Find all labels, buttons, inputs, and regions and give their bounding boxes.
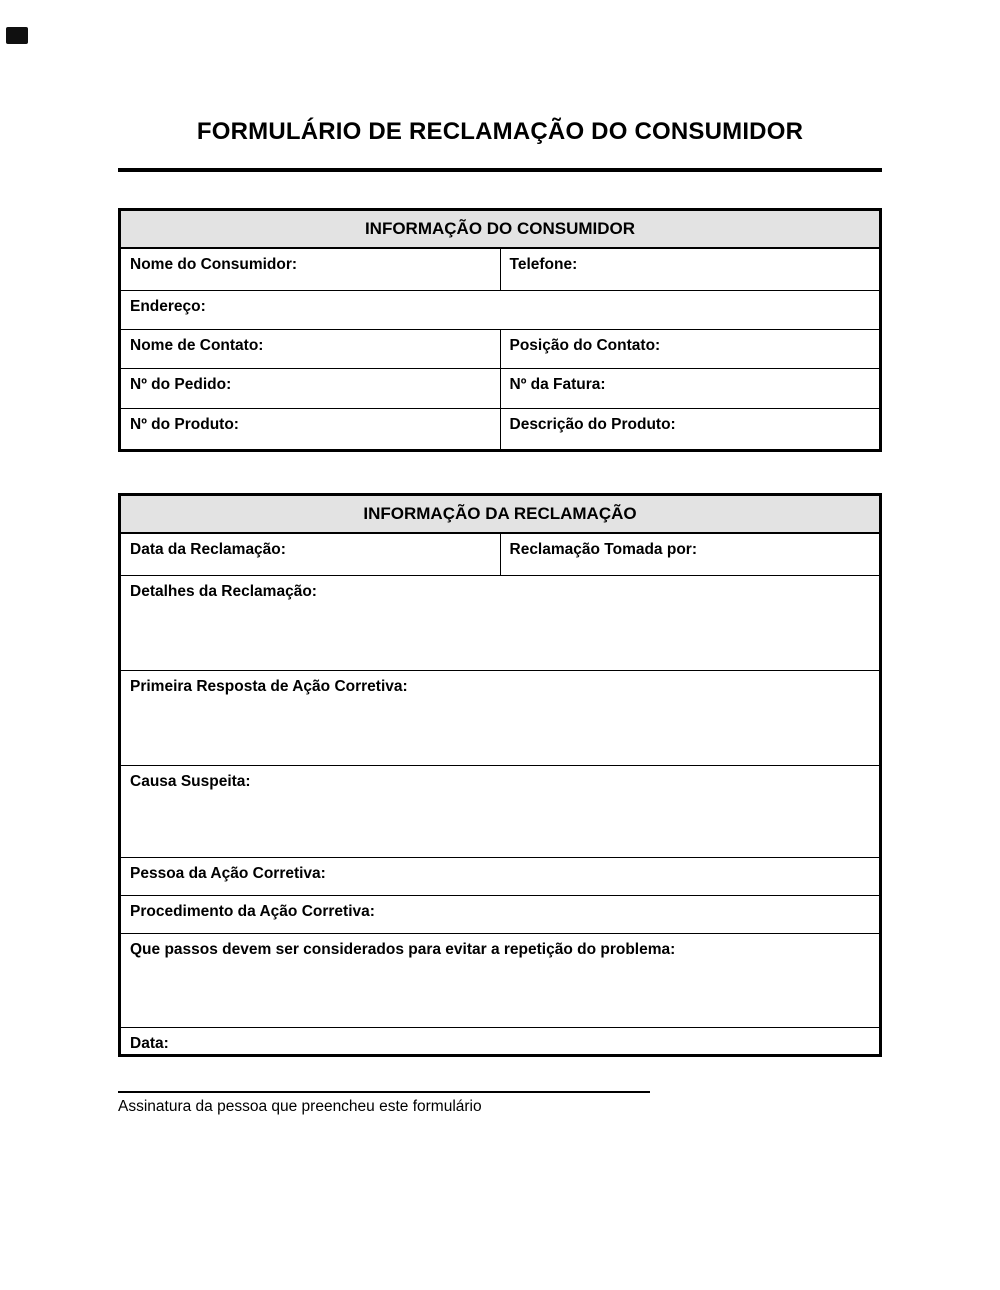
product-description-label: Descrição do Produto: [509,415,676,433]
table-row [121,409,879,449]
field-address [121,291,879,329]
first-corrective-response-label: Primeira Resposta de Ação Corretiva: [130,677,408,695]
field-prevention-steps [121,934,879,1027]
field-corrective-action-procedure [121,896,879,933]
table-row [121,534,879,576]
field-contact-position [500,330,880,368]
table-row [121,858,879,896]
invoice-number-label: Nº da Fatura: [509,375,606,393]
table-row [121,1028,879,1054]
consumer-name-label: Nome do Consumidor: [130,255,298,273]
field-order-number [121,369,500,408]
field-consumer-name [121,249,500,290]
table-row [121,934,879,1028]
product-number-label: Nº do Produto: [130,415,239,433]
table-row [121,766,879,858]
consumer-info-header-label: INFORMAÇÃO DO CONSUMIDOR [364,218,636,238]
suspected-cause-label: Causa Suspeita: [130,772,251,790]
table-row [121,671,879,766]
field-corrective-action-person [121,858,879,895]
complaint-info-header-label: INFORMAÇÃO DA RECLAMAÇÃO [363,503,637,523]
complaint-info-table [118,493,882,1057]
field-product-number [121,409,500,449]
field-phone [500,249,880,290]
field-contact-name [121,330,500,368]
footer-date-label: Data: [130,1034,169,1052]
table-row [121,896,879,934]
order-number-label: Nº do Pedido: [130,375,232,393]
page-title: FORMULÁRIO DE RECLAMAÇÃO DO CONSUMIDOR [196,118,804,145]
consumer-info-header [121,211,879,249]
corrective-action-procedure-label: Procedimento da Ação Corretiva: [130,902,375,920]
complaint-date-label: Data da Reclamação: [130,540,286,558]
complaint-info-header [121,496,879,534]
address-label: Endereço: [130,297,206,315]
field-invoice-number [500,369,880,408]
table-row [121,576,879,671]
table-row [121,249,879,291]
prevention-steps-label: Que passos devem ser considerados para evitar a repetição do problema: [130,940,676,958]
complaint-details-label: Detalhes da Reclamação: [130,582,317,600]
contact-name-label: Nome de Contato: [130,336,264,354]
contact-position-label: Posição do Contato: [509,336,661,354]
corrective-action-person-label: Pessoa da Ação Corretiva: [130,864,326,882]
field-product-description [500,409,880,449]
table-row [121,330,879,369]
complaint-taken-by-label: Reclamação Tomada por: [509,540,697,558]
form-page [118,0,882,1116]
signature-line [118,1091,650,1093]
signature-block [118,1091,882,1116]
field-footer-date [121,1028,879,1054]
field-complaint-taken-by [500,534,880,575]
phone-label: Telefone: [509,255,578,273]
scan-artifact-mark [6,27,28,44]
field-suspected-cause [121,766,879,857]
signature-caption: Assinatura da pessoa que preencheu este formulário [118,1097,482,1115]
consumer-info-table [118,208,882,452]
field-complaint-details [121,576,879,670]
table-row [121,291,879,330]
table-row [121,369,879,409]
title-divider-rule [118,168,882,172]
field-complaint-date [121,534,500,575]
field-first-corrective-response [121,671,879,765]
